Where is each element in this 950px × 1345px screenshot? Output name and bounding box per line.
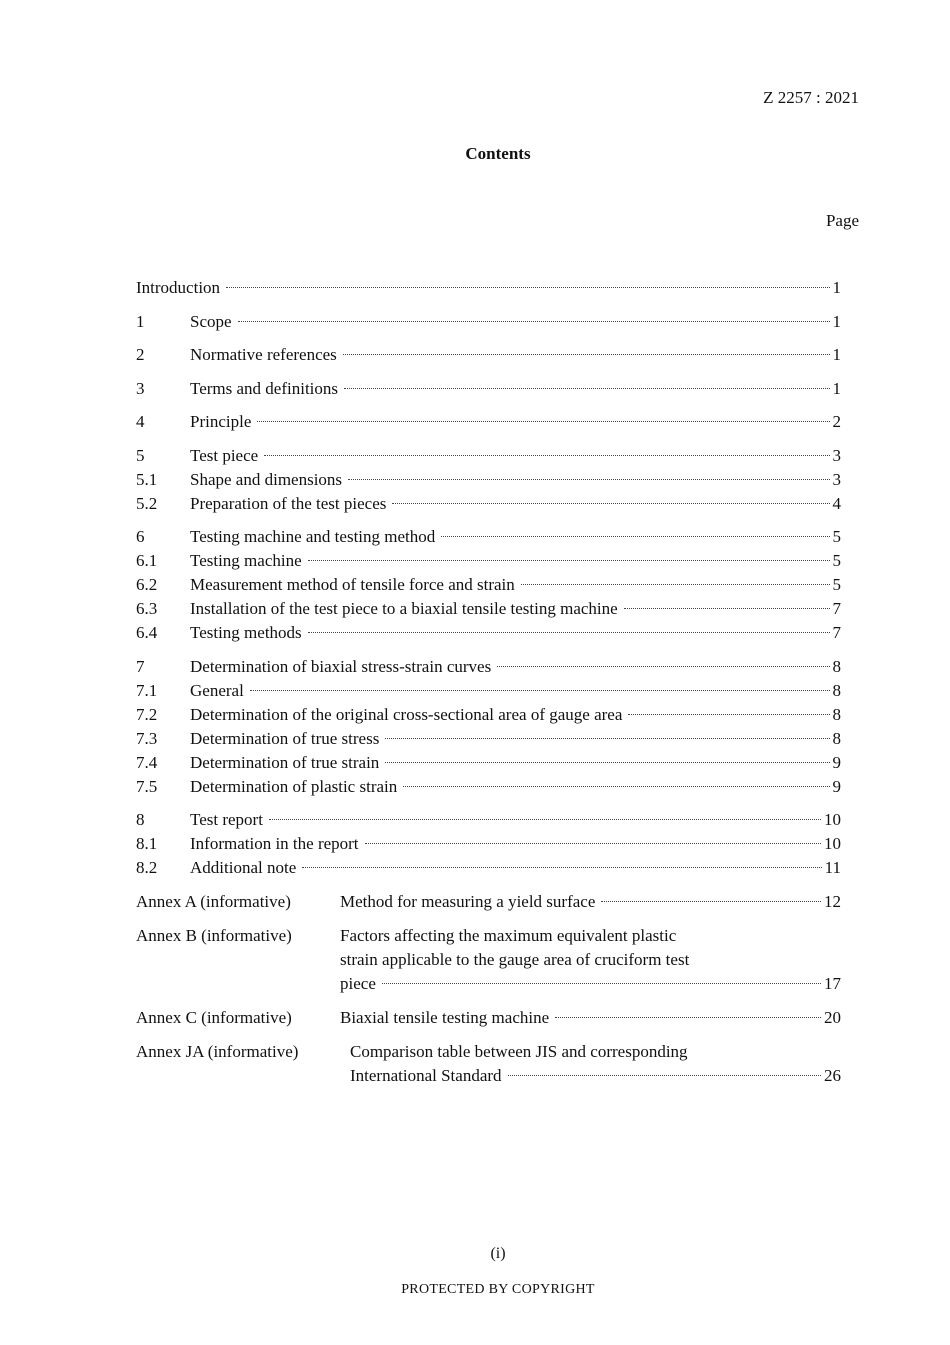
- dot-leader: [348, 479, 829, 480]
- contents-title: Contents: [465, 144, 531, 163]
- toc-title: Terms and definitions: [190, 378, 339, 398]
- annex-label: Annex A (informative): [136, 891, 291, 911]
- dot-leader: [508, 1075, 821, 1076]
- toc-page: 10: [824, 834, 841, 853]
- dot-leader: [250, 690, 830, 691]
- toc-number: 7.4: [136, 752, 158, 772]
- dot-leader: [302, 867, 821, 868]
- dot-leader: [403, 786, 829, 787]
- toc-entry-6-3[interactable]: [136, 597, 841, 621]
- toc-page: 4: [832, 493, 841, 513]
- dot-leader: [257, 421, 829, 422]
- dot-leader: [385, 762, 829, 763]
- toc-title: Information in the report: [190, 834, 359, 853]
- dot-leader: [308, 632, 830, 633]
- toc-number: 8.1: [136, 834, 158, 853]
- toc-number: 6.4: [136, 623, 158, 642]
- dot-leader: [226, 287, 829, 288]
- toc-page: 1: [832, 278, 841, 297]
- toc-page: 3: [832, 469, 841, 489]
- toc-title: Determination of plastic strain: [190, 776, 398, 796]
- toc-page: 8: [832, 728, 841, 748]
- dot-leader: [441, 536, 829, 537]
- dot-leader: [497, 666, 829, 667]
- toc-entry-introduction[interactable]: [136, 276, 841, 300]
- toc-title: Method for measuring a yield surface: [340, 891, 596, 911]
- toc-entry-5-2[interactable]: [136, 492, 841, 516]
- toc-entry-1[interactable]: [136, 310, 841, 334]
- annex-label: Annex JA (informative): [136, 1041, 299, 1061]
- toc-title: Test report: [190, 810, 263, 829]
- toc-entry-annex-c[interactable]: [136, 1006, 841, 1030]
- toc-number: 8.2: [136, 858, 158, 877]
- toc-entry-7-1[interactable]: [136, 679, 841, 703]
- toc-number: 7.5: [136, 776, 158, 796]
- dot-leader: [238, 321, 830, 322]
- dot-leader: [269, 819, 821, 820]
- toc-title: Principle: [190, 412, 252, 431]
- toc-entry-annex-b[interactable]: [136, 924, 841, 996]
- toc-page: 5: [832, 551, 841, 570]
- dot-leader: [624, 608, 830, 609]
- toc-title: Biaxial tensile testing machine: [340, 1007, 550, 1027]
- toc-number: 7.1: [136, 680, 158, 700]
- toc-number: 5.1: [136, 469, 158, 489]
- toc-title: Testing machine: [190, 551, 302, 570]
- toc-page: 7: [832, 599, 841, 618]
- toc-entry-annex-ja[interactable]: [136, 1040, 841, 1088]
- toc-title: Shape and dimensions: [190, 469, 343, 489]
- toc-entry-2[interactable]: [136, 343, 841, 367]
- toc-number: 5: [136, 445, 145, 465]
- toc-page: 8: [832, 704, 841, 724]
- toc-title: Testing methods: [190, 623, 302, 642]
- dot-leader: [521, 584, 830, 585]
- dot-leader: [308, 560, 830, 561]
- toc-entry-6-2[interactable]: [136, 573, 841, 597]
- toc-entry-8[interactable]: [136, 808, 841, 832]
- toc-title-line: Factors affecting the maximum equivalent plastic: [340, 925, 677, 945]
- annex-label: Annex C (informative): [136, 1007, 292, 1027]
- toc-title: General: [190, 680, 244, 700]
- toc-page: 1: [832, 311, 841, 331]
- toc-entry-7-2[interactable]: [136, 703, 841, 727]
- copyright-notice: PROTECTED BY COPYRIGHT: [401, 1282, 595, 1297]
- toc-page: 5: [832, 527, 841, 546]
- toc-page: 11: [824, 858, 841, 877]
- page-number: (i): [490, 1245, 506, 1262]
- toc-entry-7[interactable]: [136, 655, 841, 679]
- toc-page: 8: [832, 656, 841, 676]
- toc-page: 26: [824, 1065, 841, 1085]
- toc-page: 1: [832, 378, 841, 398]
- toc-page: 1: [832, 345, 841, 364]
- toc-title-line: strain applicable to the gauge area of cruciform test: [340, 949, 690, 969]
- toc-page: 10: [824, 810, 841, 829]
- annex-label: Annex B (informative): [136, 925, 292, 945]
- toc-title: Determination of true stress: [190, 728, 380, 748]
- toc-entry-5-1[interactable]: [136, 468, 841, 492]
- toc-title: Scope: [190, 311, 232, 331]
- toc-entry-4[interactable]: [136, 410, 841, 434]
- toc-title: Installation of the test piece to a biaxial tensile testing machine: [190, 599, 618, 618]
- toc-title: Introduction: [136, 278, 221, 297]
- toc-title: Preparation of the test pieces: [190, 493, 387, 513]
- toc-title: Testing machine and testing method: [190, 527, 436, 546]
- toc-title: Determination of the original cross-sectional area of gauge area: [190, 704, 623, 724]
- toc-title: Normative references: [190, 345, 337, 364]
- toc-page: 2: [832, 412, 841, 431]
- toc-page: 7: [832, 623, 841, 642]
- toc-entry-8-1[interactable]: [136, 832, 841, 856]
- toc-entry-7-4[interactable]: [136, 751, 841, 775]
- toc-number: 1: [136, 311, 145, 331]
- toc-entry-6-4[interactable]: [136, 621, 841, 645]
- dot-leader: [264, 455, 829, 456]
- toc-page: 20: [824, 1007, 841, 1027]
- toc-page: 17: [824, 973, 841, 993]
- toc-number: 8: [136, 810, 145, 829]
- toc-page: 5: [832, 575, 841, 594]
- table-of-contents: [136, 276, 841, 1098]
- toc-entry-3[interactable]: [136, 377, 841, 401]
- toc-title-line: piece: [340, 973, 376, 993]
- toc-title: Additional note: [190, 858, 297, 877]
- toc-entry-5[interactable]: [136, 444, 841, 468]
- toc-number: 7: [136, 656, 145, 676]
- dot-leader: [628, 714, 829, 715]
- toc-entry-annex-a[interactable]: [136, 890, 841, 914]
- toc-entry-8-2[interactable]: [136, 856, 841, 880]
- toc-number: 6: [136, 527, 145, 546]
- toc-number: 7.3: [136, 728, 158, 748]
- dot-leader: [555, 1017, 821, 1018]
- dot-leader: [601, 901, 821, 902]
- toc-number: 6.3: [136, 599, 158, 618]
- dot-leader: [343, 354, 830, 355]
- dot-leader: [344, 388, 829, 389]
- toc-page: 9: [832, 752, 841, 772]
- toc-entry-7-5[interactable]: [136, 775, 841, 799]
- toc-number: 2: [136, 345, 145, 364]
- toc-number: 4: [136, 412, 145, 431]
- toc-number: 6.1: [136, 551, 158, 570]
- page-column-label: Page: [825, 211, 859, 230]
- toc-title-line: Comparison table between JIS and corresponding: [350, 1041, 688, 1061]
- toc-page: 8: [832, 680, 841, 700]
- toc-page: 12: [824, 891, 841, 911]
- toc-title: Determination of true strain: [190, 752, 380, 772]
- dot-leader: [382, 983, 821, 984]
- dot-leader: [365, 843, 821, 844]
- toc-entry-6[interactable]: [136, 525, 841, 549]
- toc-title-line: International Standard: [350, 1065, 502, 1085]
- toc-title: Determination of biaxial stress-strain curves: [190, 656, 492, 676]
- toc-number: 5.2: [136, 493, 158, 513]
- dot-leader: [385, 738, 829, 739]
- toc-number: 6.2: [136, 575, 158, 594]
- toc-title: Measurement method of tensile force and strain: [190, 575, 515, 594]
- toc-entry-7-3[interactable]: [136, 727, 841, 751]
- document-id: Z 2257 : 2021: [763, 88, 859, 107]
- toc-page: 9: [832, 776, 841, 796]
- dot-leader: [392, 503, 829, 504]
- toc-entry-6-1[interactable]: [136, 549, 841, 573]
- toc-number: 3: [136, 378, 145, 398]
- toc-page: 3: [832, 445, 841, 465]
- toc-title: Test piece: [190, 445, 259, 465]
- toc-number: 7.2: [136, 704, 158, 724]
